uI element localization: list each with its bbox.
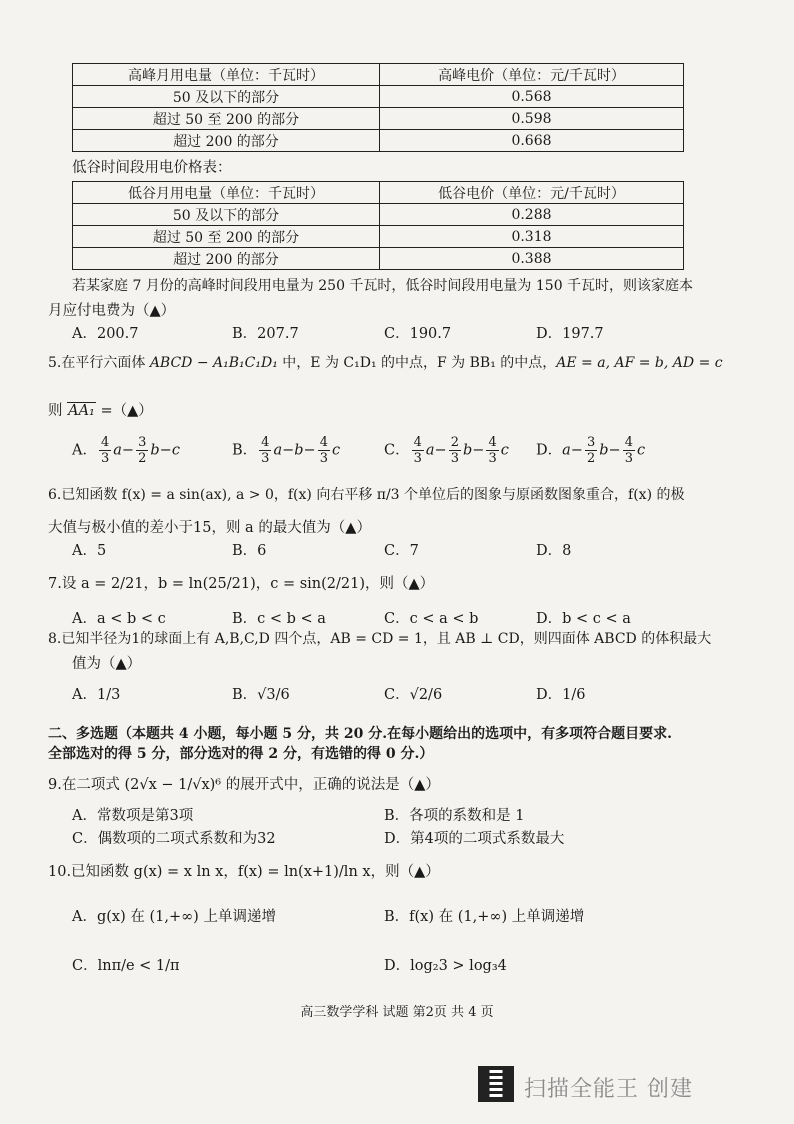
q5-stem — [48, 353, 723, 373]
table-row — [73, 86, 684, 108]
q6-option-a: A．5 — [72, 543, 107, 559]
q6-option-d: D．8 — [536, 543, 572, 559]
table-row — [73, 182, 684, 204]
table-cell: 0.568 — [380, 86, 684, 108]
q9-option-d: D．第4项的二项式系数最大 — [384, 831, 565, 847]
q5-ask-end: =（▲） — [95, 403, 153, 419]
q10-option-a: A．g(x) 在 (1,+∞) 上单调递增 — [72, 909, 276, 925]
q6-option-b: B．6 — [232, 543, 267, 559]
table-cell: 超过 200 的部分 — [73, 248, 380, 270]
table-cell: 超过 50 至 200 的部分 — [73, 108, 380, 130]
q7-option-c: C．c < a < b — [384, 611, 479, 627]
q5-option-b: B． $\frac{4}{3}$ a−b− $\frac{4}{3}$ c — [232, 435, 341, 466]
q10-option-d: D．log₂3 > log₃4 — [384, 958, 507, 974]
q5-stem-text-2: 中，E 为 C₁D₁ 的中点，F 为 BB₁ 的中点， — [277, 355, 557, 371]
q5-stem-text: 5.在平行六面体 — [48, 355, 150, 371]
q7-stem: 7.设 a = 2/21，b = ln(25/21)，c = sin(2/21)，则（▲） — [48, 576, 435, 592]
q5-ask-text: 则 — [48, 403, 68, 419]
table-cell: 50 及以下的部分 — [73, 204, 380, 226]
q4-stem-line2: 月应付电费为（▲） — [48, 303, 176, 319]
q8-stem-line2: 值为（▲） — [72, 656, 142, 672]
section2-heading-line1: 二、多选题（本题共 4 小题，每小题 5 分，共 20 分.在每小题给出的选项中，有多项符合题目要求. — [48, 726, 672, 742]
table-row — [73, 248, 684, 270]
q8-option-d: D．1/6 — [536, 687, 586, 703]
q9-option-c: C．偶数项的二项式系数和为32 — [72, 831, 276, 847]
table-cell: 0.318 — [380, 226, 684, 248]
q5-option-a: A． $\frac{4}{3}$ a− $\frac{3}{2}$ b−c — [72, 435, 180, 466]
q4-option-a: A．200.7 — [72, 326, 139, 342]
q4-option-d: D．197.7 — [536, 326, 604, 342]
q5-target-vector: AA₁ — [68, 403, 95, 419]
valley-price-table — [72, 181, 684, 270]
table-cell: 50 及以下的部分 — [73, 86, 380, 108]
table-cell: 超过 200 的部分 — [73, 130, 380, 152]
option-label: B． — [232, 442, 258, 459]
q8-option-a: A．1/3 — [72, 687, 121, 703]
q6-stem-line1: 6.已知函数 f(x) = a sin(ax), a > 0，f(x) 向右平移 π/3 个单位后的图象与原函数图象重合，f(x) 的极 — [48, 487, 685, 503]
q5-option-d: D．a− $\frac{3}{2}$ b− $\frac{4}{3}$ c — [536, 435, 646, 466]
q4-option-c: C．190.7 — [384, 326, 452, 342]
table-row — [73, 204, 684, 226]
q7-option-b: B．c < b < a — [232, 611, 326, 627]
option-label: C． — [384, 442, 410, 459]
table-cell: 0.388 — [380, 248, 684, 270]
scanner-watermark: 扫描全能王 创建 — [524, 1077, 693, 1102]
q5-vector-defs: AE = a, AF = b, AD = c — [556, 355, 723, 371]
table-row — [73, 226, 684, 248]
table-cell: 0.288 — [380, 204, 684, 226]
q9-stem: 9.在二项式 (2√x − 1/√x)⁶ 的展开式中，正确的说法是（▲） — [48, 777, 440, 793]
q9-option-a: A．常数项是第3项 — [72, 808, 194, 824]
q9-option-b: B．各项的系数和是 1 — [384, 808, 525, 824]
table-row — [73, 64, 684, 86]
q8-option-c: C．√2/6 — [384, 687, 443, 703]
q5-option-c: C． $\frac{4}{3}$ a− $\frac{2}{3}$ b− $\frac{4}{3}$ c — [384, 435, 509, 466]
option-label: A． — [72, 442, 97, 459]
table-cell: 超过 50 至 200 的部分 — [73, 226, 380, 248]
q4-stem-line1: 若某家庭 7 月份的高峰时间段用电量为 250 千瓦时，低谷时间段用电量为 150 千瓦时，则该家庭本 — [72, 278, 694, 294]
q5-ask — [48, 401, 153, 421]
table-row — [73, 108, 684, 130]
table-cell: 0.668 — [380, 130, 684, 152]
q6-stem-line2: 大值与极小值的差小于15，则 a 的最大值为（▲） — [48, 520, 371, 536]
peak-price-table — [72, 63, 684, 152]
q8-stem-line1: 8.已知半径为1的球面上有 A,B,C,D 四个点，AB = CD = 1，且 AB ⊥ CD，则四面体 ABCD 的体积最大 — [48, 631, 712, 647]
table-cell: 低谷电价（单位：元/千瓦时） — [380, 182, 684, 204]
table-cell: 低谷月用电量（单位：千瓦时） — [73, 182, 380, 204]
qr-code-icon — [478, 1066, 514, 1102]
table-cell: 高峰电价（单位：元/千瓦时） — [380, 64, 684, 86]
q10-stem: 10.已知函数 g(x) = x ln x，f(x) = ln(x+1)/ln x，则（▲） — [48, 864, 440, 880]
table-cell: 高峰月用电量（单位：千瓦时） — [73, 64, 380, 86]
option-label: D． — [536, 442, 563, 459]
valley-caption: 低谷时间段用电价格表： — [72, 160, 232, 176]
q7-option-a: A．a < b < c — [72, 611, 166, 627]
table-cell: 0.598 — [380, 108, 684, 130]
page-footer: 高三数学学科 试题 第2页 共 4 页 — [300, 1005, 494, 1020]
q10-option-b: B．f(x) 在 (1,+∞) 上单调递增 — [384, 909, 585, 925]
q4-option-b: B．207.7 — [232, 326, 299, 342]
q7-option-d: D．b < c < a — [536, 611, 631, 627]
q5-solid-name: ABCD − A₁B₁C₁D₁ — [149, 355, 278, 371]
q8-option-b: B．√3/6 — [232, 687, 290, 703]
q6-option-c: C．7 — [384, 543, 419, 559]
section2-heading-line2: 全部选对的得 5 分，部分选对的得 2 分，有选错的得 0 分.） — [48, 746, 434, 762]
q10-option-c: C．lnπ/e < 1/π — [72, 958, 180, 974]
table-row — [73, 130, 684, 152]
